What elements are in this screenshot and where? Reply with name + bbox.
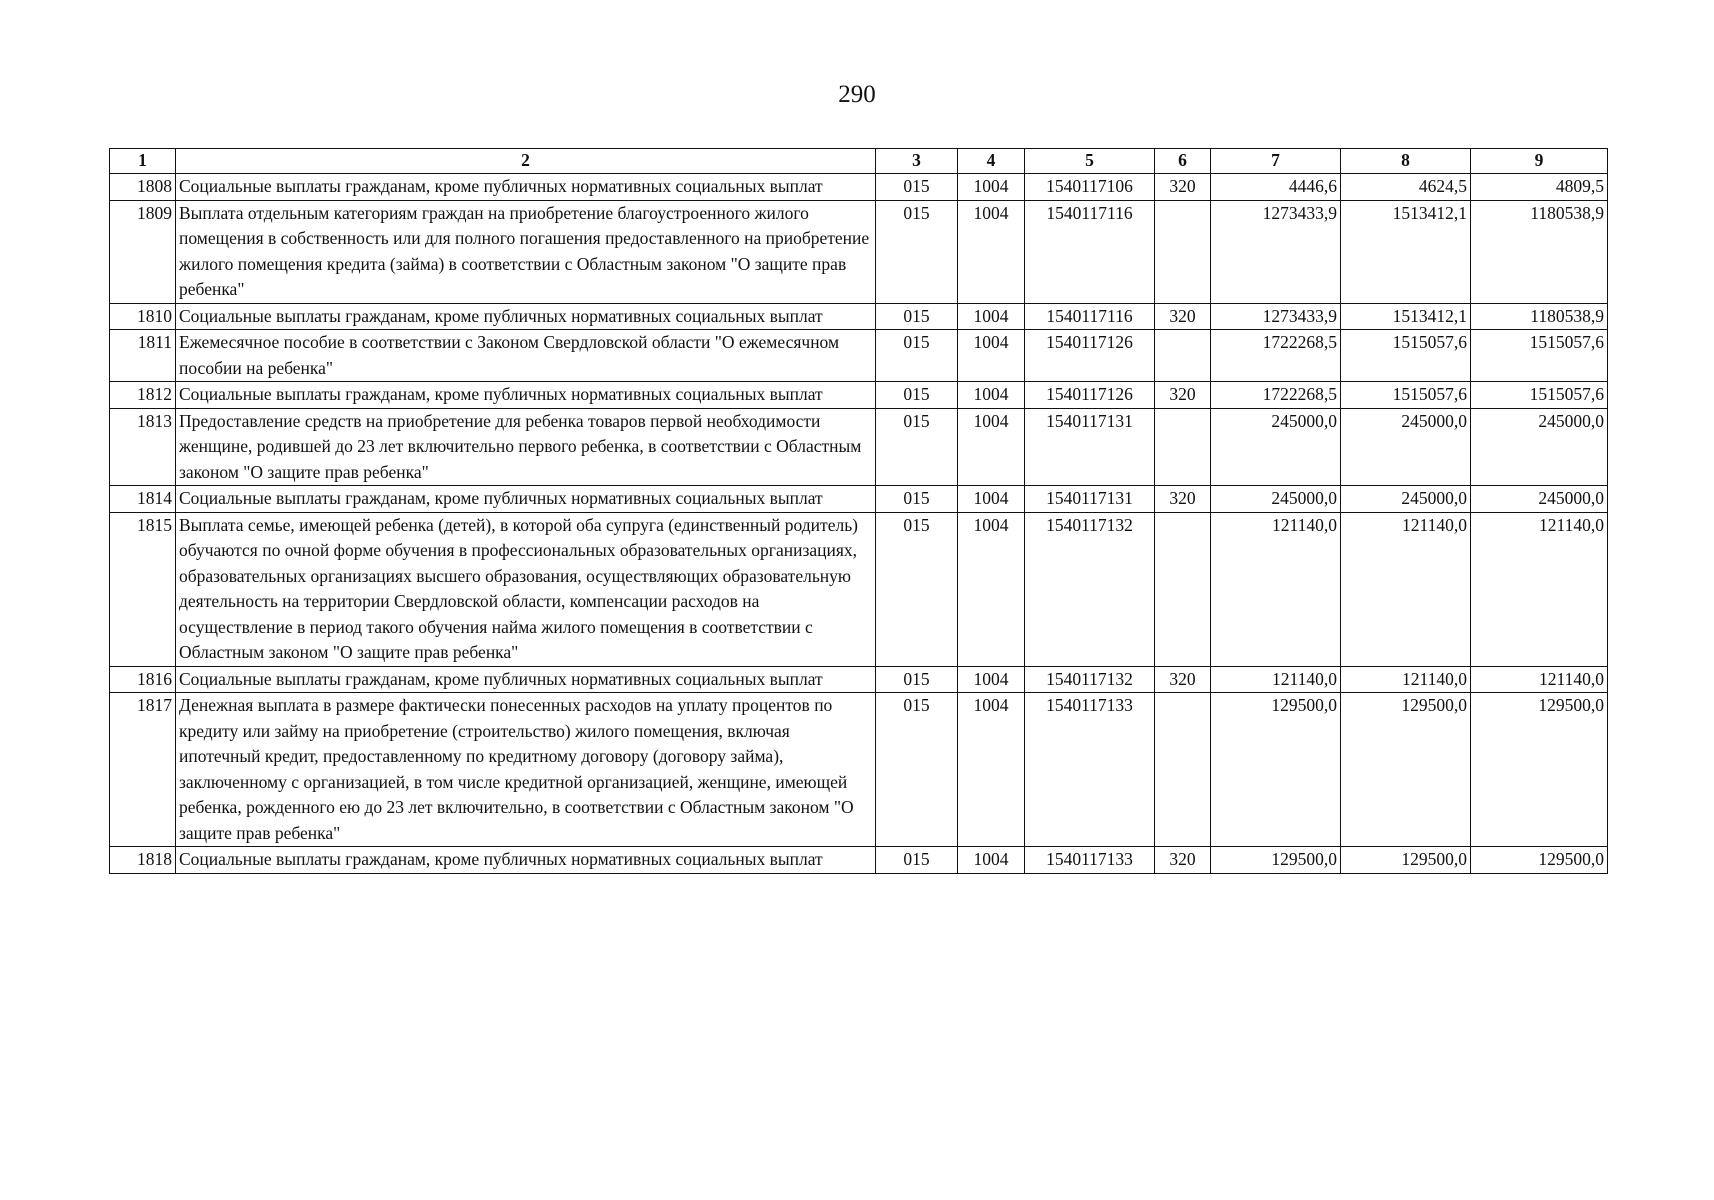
amount-year-1: 4446,6	[1211, 174, 1341, 201]
column-header: 8	[1341, 149, 1471, 174]
target-code: 1540117126	[1025, 382, 1155, 409]
table-header-row	[110, 149, 1608, 174]
admin-code: 015	[876, 174, 958, 201]
amount-year-3: 129500,0	[1471, 847, 1608, 874]
amount-year-3: 129500,0	[1471, 693, 1608, 847]
section-code: 1004	[958, 486, 1025, 513]
target-code: 1540117133	[1025, 847, 1155, 874]
row-number: 1809	[110, 200, 176, 303]
row-description: Социальные выплаты гражданам, кроме публичных нормативных социальных выплат	[176, 847, 876, 874]
amount-year-3: 121140,0	[1471, 512, 1608, 666]
column-header: 5	[1025, 149, 1155, 174]
amount-year-1: 1722268,5	[1211, 330, 1341, 382]
row-description: Предоставление средств на приобретение для ребенка товаров первой необходимости женщине, родившей до 23 лет включительно первого ребенка, в соответствии с Областным законом "О защите прав ребенка"	[176, 408, 876, 486]
section-code: 1004	[958, 847, 1025, 874]
amount-year-1: 1273433,9	[1211, 200, 1341, 303]
column-header: 7	[1211, 149, 1341, 174]
amount-year-2: 129500,0	[1341, 693, 1471, 847]
admin-code: 015	[876, 303, 958, 330]
row-description: Выплата семье, имеющей ребенка (детей), в которой оба супруга (единственный родитель) обучаются по очной форме обучения в профессиональных образовательных организациях, образовательных организациях высшего образования, осуществляющих образовательную деятельность на территории Свердловской области, компенсации расходов на осуществление в период такого обучения найма жилого помещения в соответствии с Областным законом "О защите прав ребенка"	[176, 512, 876, 666]
amount-year-2: 121140,0	[1341, 666, 1471, 693]
table-row	[110, 666, 1608, 693]
amount-year-1: 129500,0	[1211, 693, 1341, 847]
expense-type-code: 320	[1155, 666, 1211, 693]
expense-type-code: 320	[1155, 486, 1211, 513]
table-row	[110, 200, 1608, 303]
expense-type-code: 320	[1155, 174, 1211, 201]
row-number: 1810	[110, 303, 176, 330]
expense-type-code	[1155, 512, 1211, 666]
expense-type-code: 320	[1155, 303, 1211, 330]
column-header: 3	[876, 149, 958, 174]
row-number: 1816	[110, 666, 176, 693]
row-number: 1811	[110, 330, 176, 382]
amount-year-3: 245000,0	[1471, 486, 1608, 513]
table-row	[110, 382, 1608, 409]
row-number: 1812	[110, 382, 176, 409]
target-code: 1540117132	[1025, 512, 1155, 666]
admin-code: 015	[876, 666, 958, 693]
target-code: 1540117131	[1025, 486, 1155, 513]
target-code: 1540117133	[1025, 693, 1155, 847]
budget-table	[109, 148, 1608, 874]
column-header: 2	[176, 149, 876, 174]
table-row	[110, 693, 1608, 847]
table-row	[110, 174, 1608, 201]
amount-year-2: 4624,5	[1341, 174, 1471, 201]
amount-year-2: 245000,0	[1341, 486, 1471, 513]
column-header: 1	[110, 149, 176, 174]
section-code: 1004	[958, 303, 1025, 330]
row-number: 1808	[110, 174, 176, 201]
expense-type-code	[1155, 330, 1211, 382]
admin-code: 015	[876, 486, 958, 513]
target-code: 1540117116	[1025, 303, 1155, 330]
section-code: 1004	[958, 666, 1025, 693]
amount-year-2: 1513412,1	[1341, 200, 1471, 303]
row-number: 1818	[110, 847, 176, 874]
page-number: 290	[838, 81, 876, 108]
target-code: 1540117116	[1025, 200, 1155, 303]
amount-year-1: 1273433,9	[1211, 303, 1341, 330]
amount-year-2: 121140,0	[1341, 512, 1471, 666]
table-row	[110, 303, 1608, 330]
amount-year-2: 129500,0	[1341, 847, 1471, 874]
row-description: Ежемесячное пособие в соответствии с Законом Свердловской области "О ежемесячном пособии на ребенка"	[176, 330, 876, 382]
section-code: 1004	[958, 330, 1025, 382]
row-number: 1817	[110, 693, 176, 847]
amount-year-3: 1180538,9	[1471, 303, 1608, 330]
row-number: 1813	[110, 408, 176, 486]
admin-code: 015	[876, 408, 958, 486]
amount-year-1: 121140,0	[1211, 666, 1341, 693]
row-description: Выплата отдельным категориям граждан на приобретение благоустроенного жилого помещения в собственность или для полного погашения предоставленного на приобретение жилого помещения кредита (займа) в соответствии с Областным законом "О защите прав ребенка"	[176, 200, 876, 303]
section-code: 1004	[958, 408, 1025, 486]
row-number: 1815	[110, 512, 176, 666]
amount-year-3: 4809,5	[1471, 174, 1608, 201]
row-description: Социальные выплаты гражданам, кроме публичных нормативных социальных выплат	[176, 174, 876, 201]
expense-type-code	[1155, 693, 1211, 847]
admin-code: 015	[876, 693, 958, 847]
target-code: 1540117132	[1025, 666, 1155, 693]
expense-type-code	[1155, 408, 1211, 486]
section-code: 1004	[958, 382, 1025, 409]
amount-year-1: 129500,0	[1211, 847, 1341, 874]
section-code: 1004	[958, 512, 1025, 666]
section-code: 1004	[958, 174, 1025, 201]
row-number: 1814	[110, 486, 176, 513]
table-row	[110, 486, 1608, 513]
amount-year-1: 121140,0	[1211, 512, 1341, 666]
amount-year-2: 1515057,6	[1341, 382, 1471, 409]
column-header: 6	[1155, 149, 1211, 174]
column-header: 4	[958, 149, 1025, 174]
table-row	[110, 330, 1608, 382]
column-header: 9	[1471, 149, 1608, 174]
amount-year-2: 1515057,6	[1341, 330, 1471, 382]
amount-year-3: 1515057,6	[1471, 382, 1608, 409]
amount-year-3: 245000,0	[1471, 408, 1608, 486]
row-description: Денежная выплата в размере фактически понесенных расходов на уплату процентов по кредиту или займу на приобретение (строительство) жилого помещения, включая ипотечный кредит, предоставленному по кредитному договору (договору займа), заключенному с организацией, в том числе кредитной организацией, женщине, имеющей ребенка, рожденного ею до 23 лет включительно, в соответствии с Областным законом "О защите прав ребенка"	[176, 693, 876, 847]
amount-year-2: 245000,0	[1341, 408, 1471, 486]
expense-type-code	[1155, 200, 1211, 303]
admin-code: 015	[876, 382, 958, 409]
table-row	[110, 512, 1608, 666]
expense-type-code: 320	[1155, 382, 1211, 409]
admin-code: 015	[876, 330, 958, 382]
admin-code: 015	[876, 200, 958, 303]
amount-year-3: 1515057,6	[1471, 330, 1608, 382]
section-code: 1004	[958, 200, 1025, 303]
row-description: Социальные выплаты гражданам, кроме публичных нормативных социальных выплат	[176, 486, 876, 513]
row-description: Социальные выплаты гражданам, кроме публичных нормативных социальных выплат	[176, 303, 876, 330]
amount-year-1: 245000,0	[1211, 486, 1341, 513]
table-row	[110, 408, 1608, 486]
table-row	[110, 847, 1608, 874]
row-description: Социальные выплаты гражданам, кроме публичных нормативных социальных выплат	[176, 382, 876, 409]
target-code: 1540117131	[1025, 408, 1155, 486]
amount-year-3: 1180538,9	[1471, 200, 1608, 303]
amount-year-2: 1513412,1	[1341, 303, 1471, 330]
amount-year-1: 1722268,5	[1211, 382, 1341, 409]
expense-type-code: 320	[1155, 847, 1211, 874]
admin-code: 015	[876, 847, 958, 874]
amount-year-3: 121140,0	[1471, 666, 1608, 693]
row-description: Социальные выплаты гражданам, кроме публичных нормативных социальных выплат	[176, 666, 876, 693]
admin-code: 015	[876, 512, 958, 666]
target-code: 1540117106	[1025, 174, 1155, 201]
section-code: 1004	[958, 693, 1025, 847]
amount-year-1: 245000,0	[1211, 408, 1341, 486]
target-code: 1540117126	[1025, 330, 1155, 382]
